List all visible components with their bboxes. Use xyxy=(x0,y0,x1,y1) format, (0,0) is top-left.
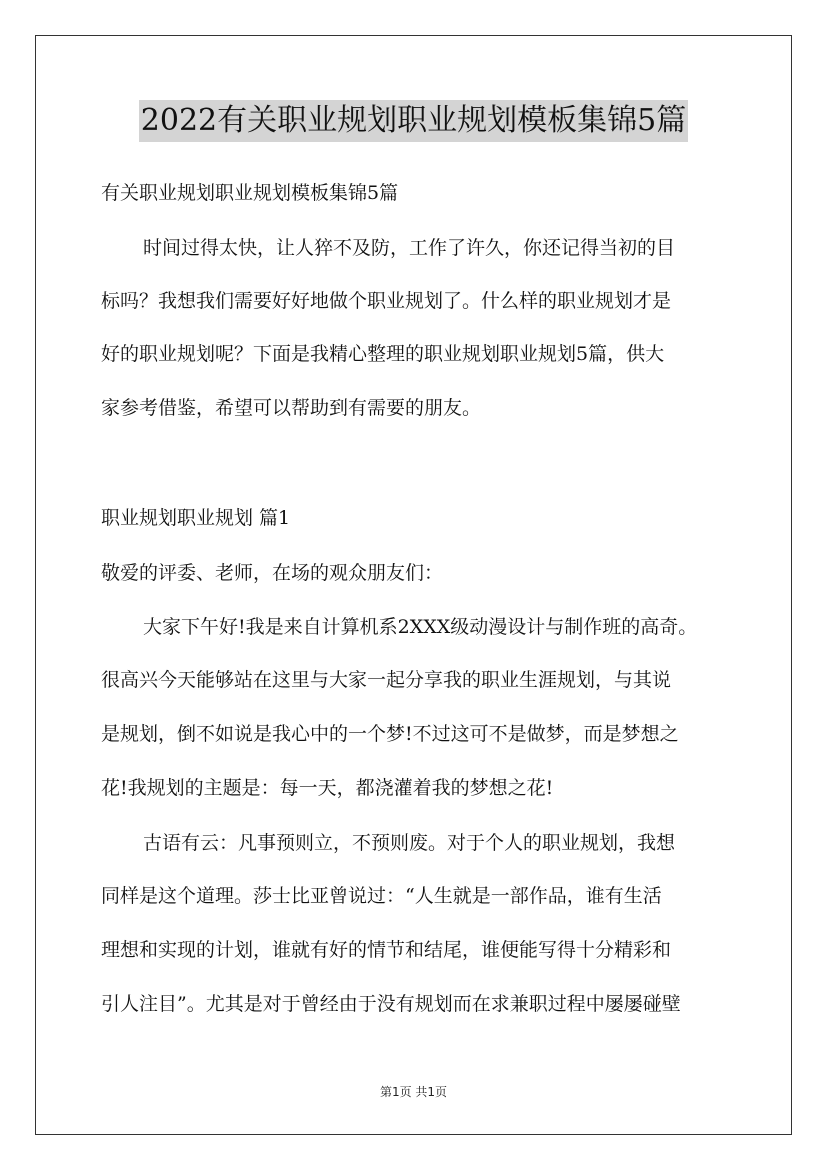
title-container xyxy=(0,100,827,142)
paragraph-line: 同样是这个道理。莎士比亚曾说过：“人生就是一部作品，谁有生活 xyxy=(101,885,662,907)
page-footer: 第1页 共1页 xyxy=(379,1085,448,1099)
paragraph-line: 理想和实现的计划，谁就有好的情节和结尾，谁便能写得十分精彩和 xyxy=(101,939,672,961)
paragraph-line: 标吗？我想我们需要好好地做个职业规划了。什么样的职业规划才是 xyxy=(101,290,672,312)
subtitle-line: 有关职业规划职业规划模板集锦5篇 xyxy=(101,182,399,204)
paragraph-line: 引人注目”。尤其是对于曾经由于没有规划而在求兼职过程中屡屡碰壁 xyxy=(101,993,681,1015)
document-title: 2022有关职业规划职业规划模板集锦5篇 xyxy=(139,100,688,142)
paragraph-line: 时间过得太快，让人猝不及防，工作了许久，你还记得当初的目 xyxy=(143,237,676,259)
paragraph-line: 好的职业规划呢？下面是我精心整理的职业规划职业规划5篇，供大 xyxy=(101,343,665,365)
paragraph-line: 古语有云：凡事预则立，不预则废。对于个人的职业规划，我想 xyxy=(143,832,676,854)
paragraph-line: 很高兴今天能够站在这里与大家一起分享我的职业生涯规划，与其说 xyxy=(101,669,672,691)
paragraph-line: 花!我规划的主题是：每一天，都浇灌着我的梦想之花! xyxy=(101,777,554,799)
paragraph-line: 家参考借鉴，希望可以帮助到有需要的朋友。 xyxy=(101,397,482,419)
salutation-line: 敬爱的评委、老师，在场的观众朋友们： xyxy=(101,562,444,584)
section-heading: 职业规划职业规划 篇1 xyxy=(101,507,291,529)
paragraph-line: 是规划，倒不如说是我心中的一个梦!不过这可不是做梦，而是梦想之 xyxy=(101,723,679,745)
paragraph-line: 大家下午好!我是来自计算机系2XXX级动漫设计与制作班的高奇。 xyxy=(143,616,698,638)
